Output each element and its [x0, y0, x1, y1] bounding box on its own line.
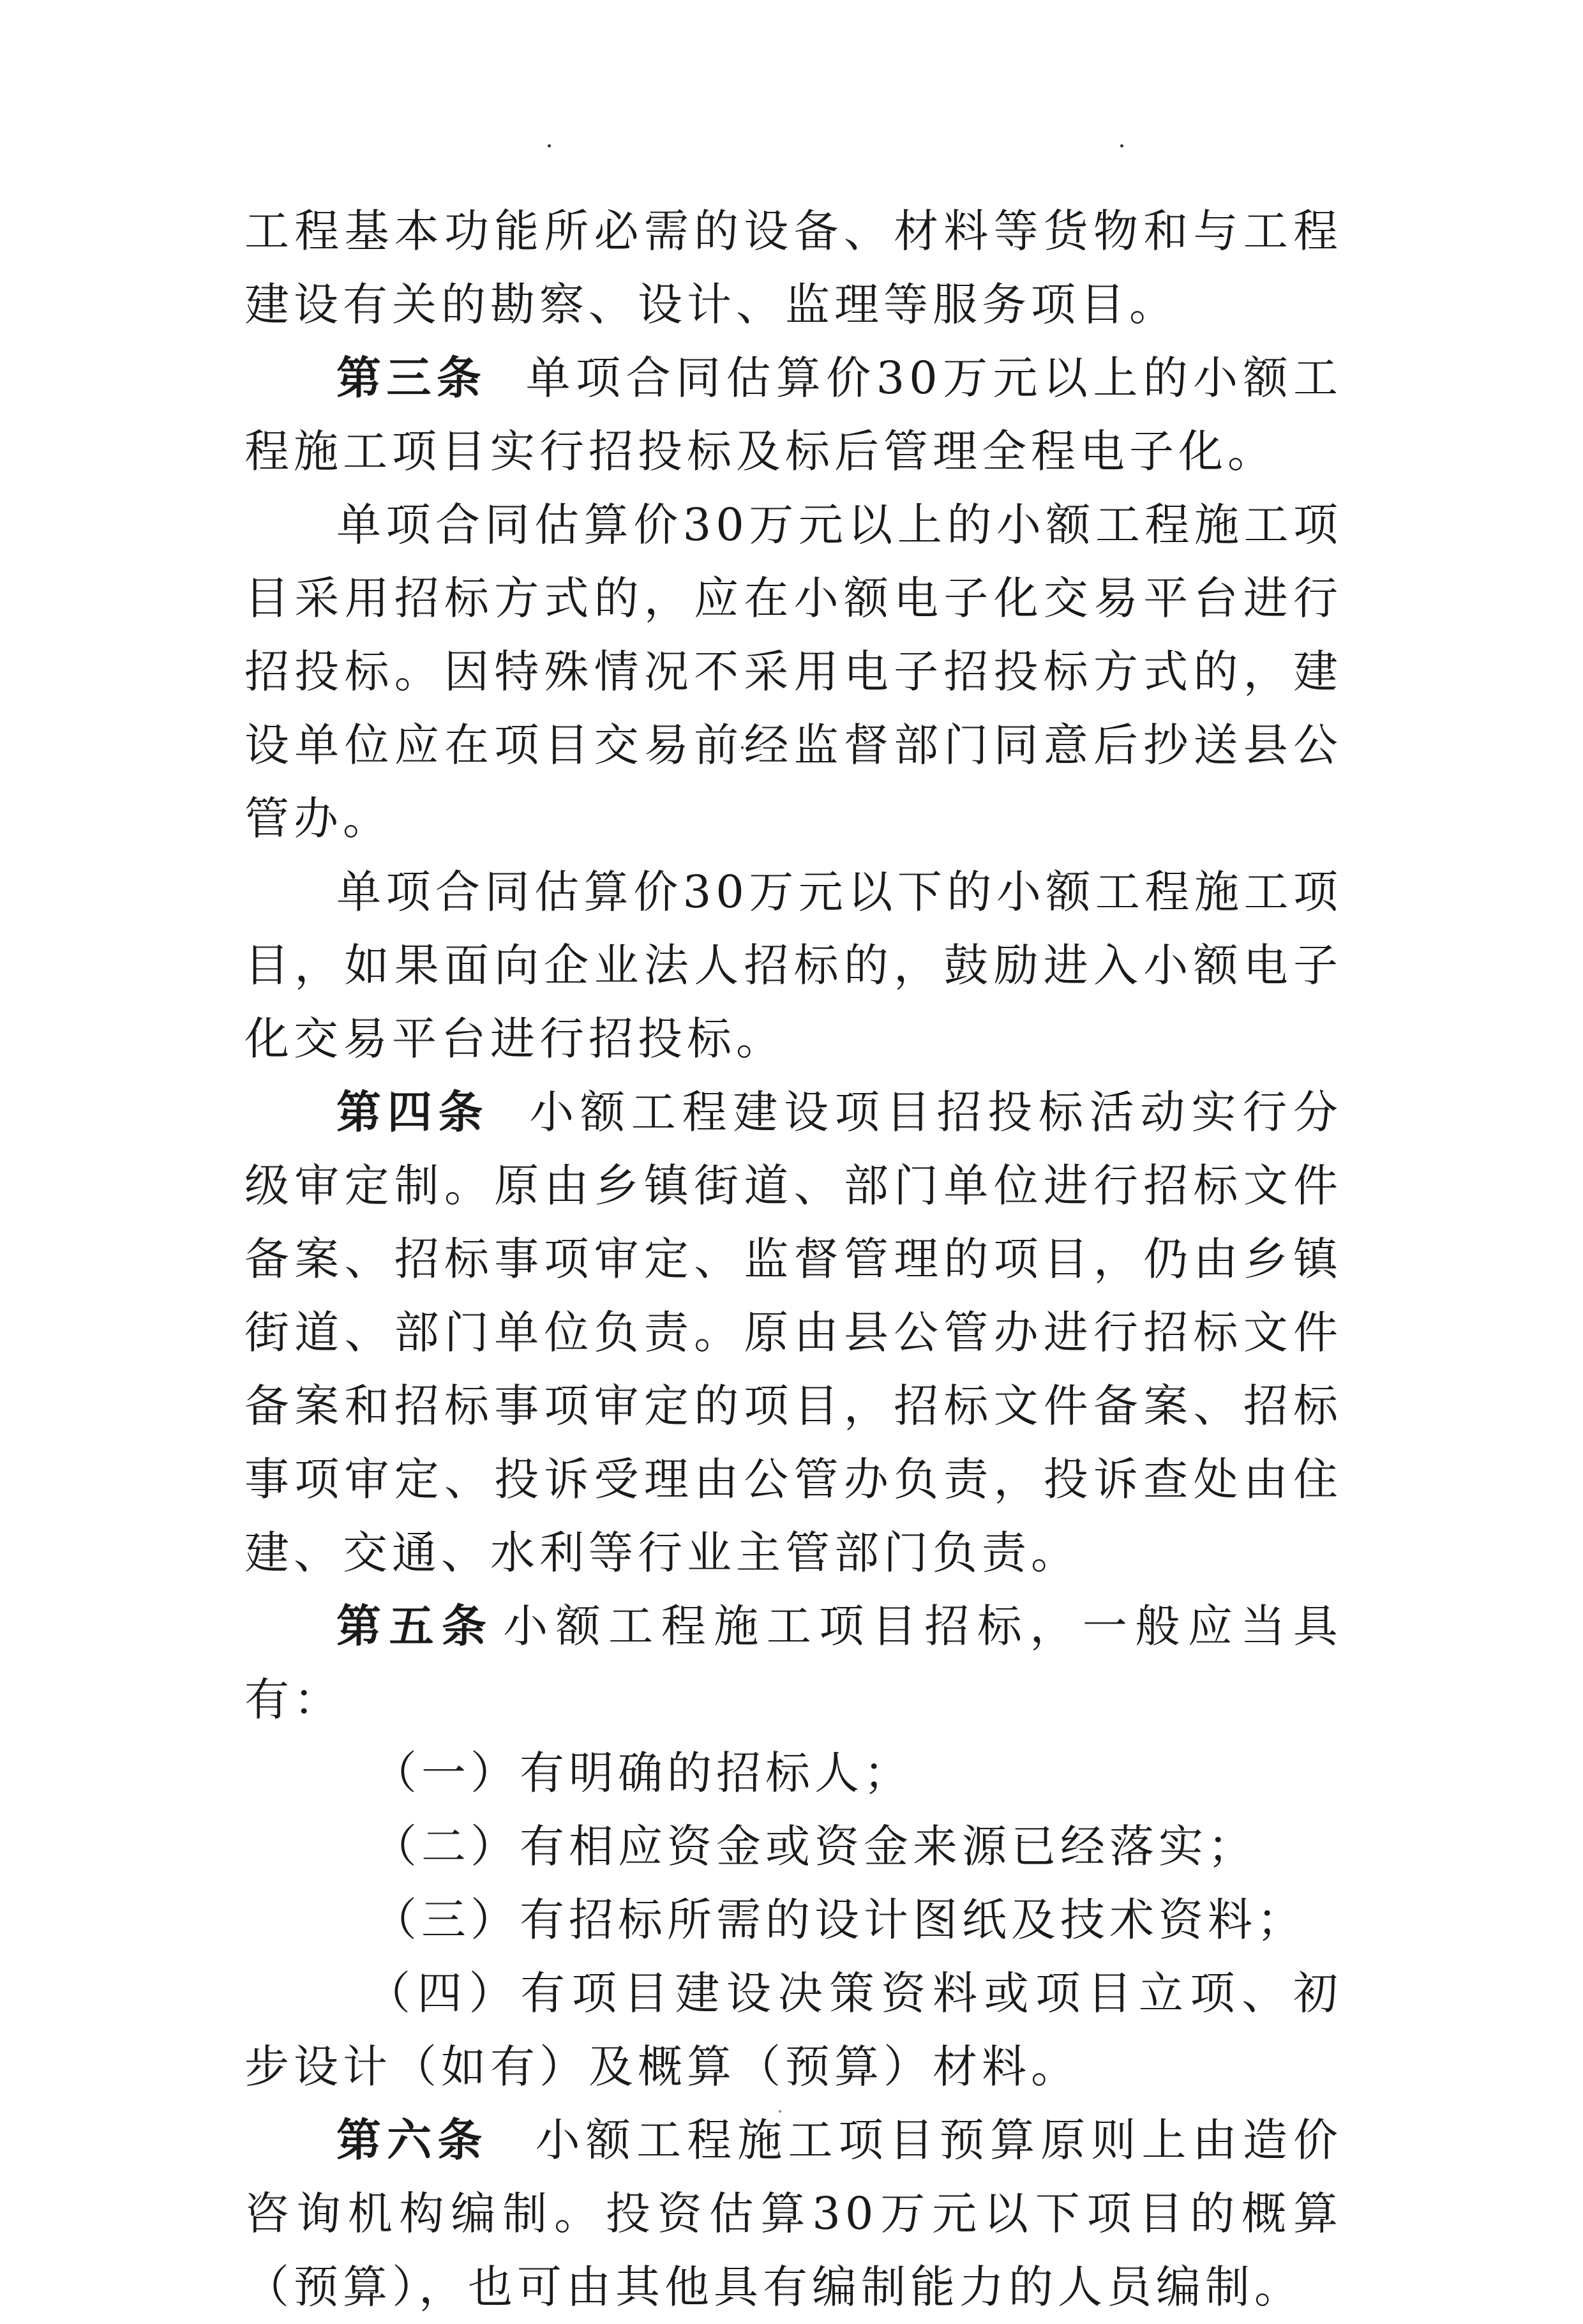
article-heading: 第六条	[336, 2114, 488, 2166]
article-text: 单项合同估算价30万元以上的小额工程施工项目实行招投标及标后管理全程电子化。	[244, 352, 1343, 478]
article-text: 小额工程施工项目预算原则上由造价咨询机构编制。投资估算30万元以下项目的概算（预算），也可由其他具有编制能力的人员编制。	[244, 2114, 1343, 2313]
paragraph: 单项合同估算价30万元以下的小额工程施工项目，如果面向企业法人招标的，鼓励进入小额电子化交易平台进行招投标。	[244, 866, 1342, 1065]
article-4	[244, 1076, 1342, 1590]
article-text: 小额工程建设项目招投标活动实行分级审定制。原由乡镇街道、部门单位进行招标文件备案、招标事项审定、监督管理的项目，仍由乡镇街道、部门单位负责。原由县公管办进行招标文件备案和招标事项审定的项目，招标文件备案、招标事项审定、投诉受理由公管办负责，投诉查处由住建、交通、水利等行业主管部门负责。	[244, 1086, 1343, 1579]
article-heading: 第五条	[336, 1600, 495, 1652]
article-3	[244, 342, 1342, 488]
list-item: （二）有相应资金或资金来源已经落实；	[372, 1820, 1257, 1873]
paragraph-continuation: 工程基本功能所必需的设备、材料等货物和与工程建设有关的勘察、设计、监理等服务项目。	[244, 205, 1342, 331]
list-item: （一）有明确的招标人；	[372, 1747, 913, 1799]
scan-speck	[1120, 144, 1123, 147]
article-text: 小额工程施工项目招标，一般应当具有：	[244, 1600, 1343, 1726]
list-item: （三）有招标所需的设计图纸及技术资料；	[372, 1894, 1306, 1946]
scan-speck	[548, 144, 551, 147]
article-5	[244, 1590, 1342, 1737]
paragraph: 单项合同估算价30万元以上的小额工程施工项目采用招标方式的，应在小额电子化交易平台进行招投标。因特殊情况不采用电子招投标方式的，建设单位应在项目交易前经监督部门同意后抄送县公管办。	[244, 499, 1342, 845]
article-heading: 第三条	[336, 352, 487, 404]
article-heading: 第四条	[336, 1086, 490, 1138]
list-item: （四）有项目建设决策资料或项目立项、初步设计（如有）及概算（预算）材料。	[244, 1967, 1342, 2093]
article-6	[244, 2104, 1342, 2324]
document-body	[244, 195, 1342, 2324]
